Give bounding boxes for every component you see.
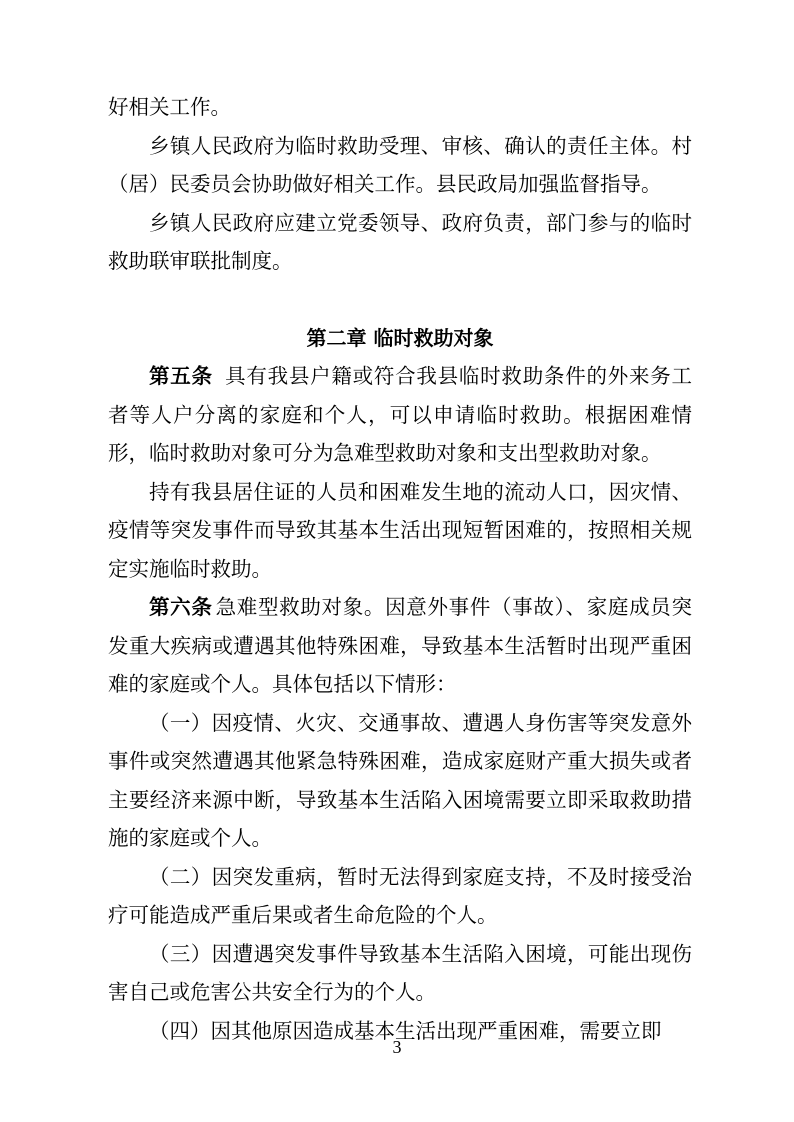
article-6 xyxy=(108,588,692,704)
page-number: 3 xyxy=(392,1037,402,1057)
list-item-4: （四）因其他原因造成基本生活出现严重困难，需要立即 xyxy=(149,1018,662,1043)
list-item-2: （二）因突发重病，暂时无法得到家庭支持，不及时接受治疗可能造成严重后果或者生命危险的个人。 xyxy=(108,864,692,927)
article-5-paragraph-2: 持有我县居住证的人员和困难发生地的流动人口，因灾情、疫情等突发事件而导致其基本生活出现短暂困难的，按照相关规定实施临时救助。 xyxy=(108,479,692,581)
article-5-label: 第五条 xyxy=(149,364,213,388)
paragraph-joint-review: 乡镇人民政府应建立党委领导、政府负责，部门参与的临时救助联审联批制度。 xyxy=(108,210,692,273)
section-gap xyxy=(108,281,692,319)
list-item-1: （一）因疫情、火灾、交通事故、遭遇人身伤害等突发意外事件或突然遭遇其他紧急特殊困难，造成家庭财产重大损失或者主要经济来源中断，导致基本生活陷入困境需要立即采取救助措施的家庭或个人。 xyxy=(108,710,692,850)
article-5 xyxy=(108,357,692,473)
document-body xyxy=(108,88,692,1050)
article-6-text: 急难型救助对象。因意外事件（事故）、家庭成员突发重大疾病或遭遇其他特殊困难，导致基本生活暂时出现严重困难的家庭或个人。具体包括以下情形： xyxy=(108,595,692,696)
article-6-label: 第六条 xyxy=(149,595,213,619)
continuation-text: 好相关工作。 xyxy=(108,95,231,119)
list-item-3: （三）因遭遇突发事件导致基本生活陷入困境，可能出现伤害自己或危害公共安全行为的个人。 xyxy=(108,941,692,1004)
chapter-title: 第二章 临时救助对象 xyxy=(306,325,494,350)
article-5-text: 具有我县户籍或符合我县临时救助条件的外来务工者等人户分离的家庭和个人，可以申请临时救助。根据困难情形，临时救助对象可分为急难型救助对象和支出型救助对象。 xyxy=(108,364,693,465)
paragraph-responsibility: 乡镇人民政府为临时救助受理、审核、确认的责任主体。村（居）民委员会协助做好相关工作。县民政局加强监督指导。 xyxy=(108,133,692,196)
